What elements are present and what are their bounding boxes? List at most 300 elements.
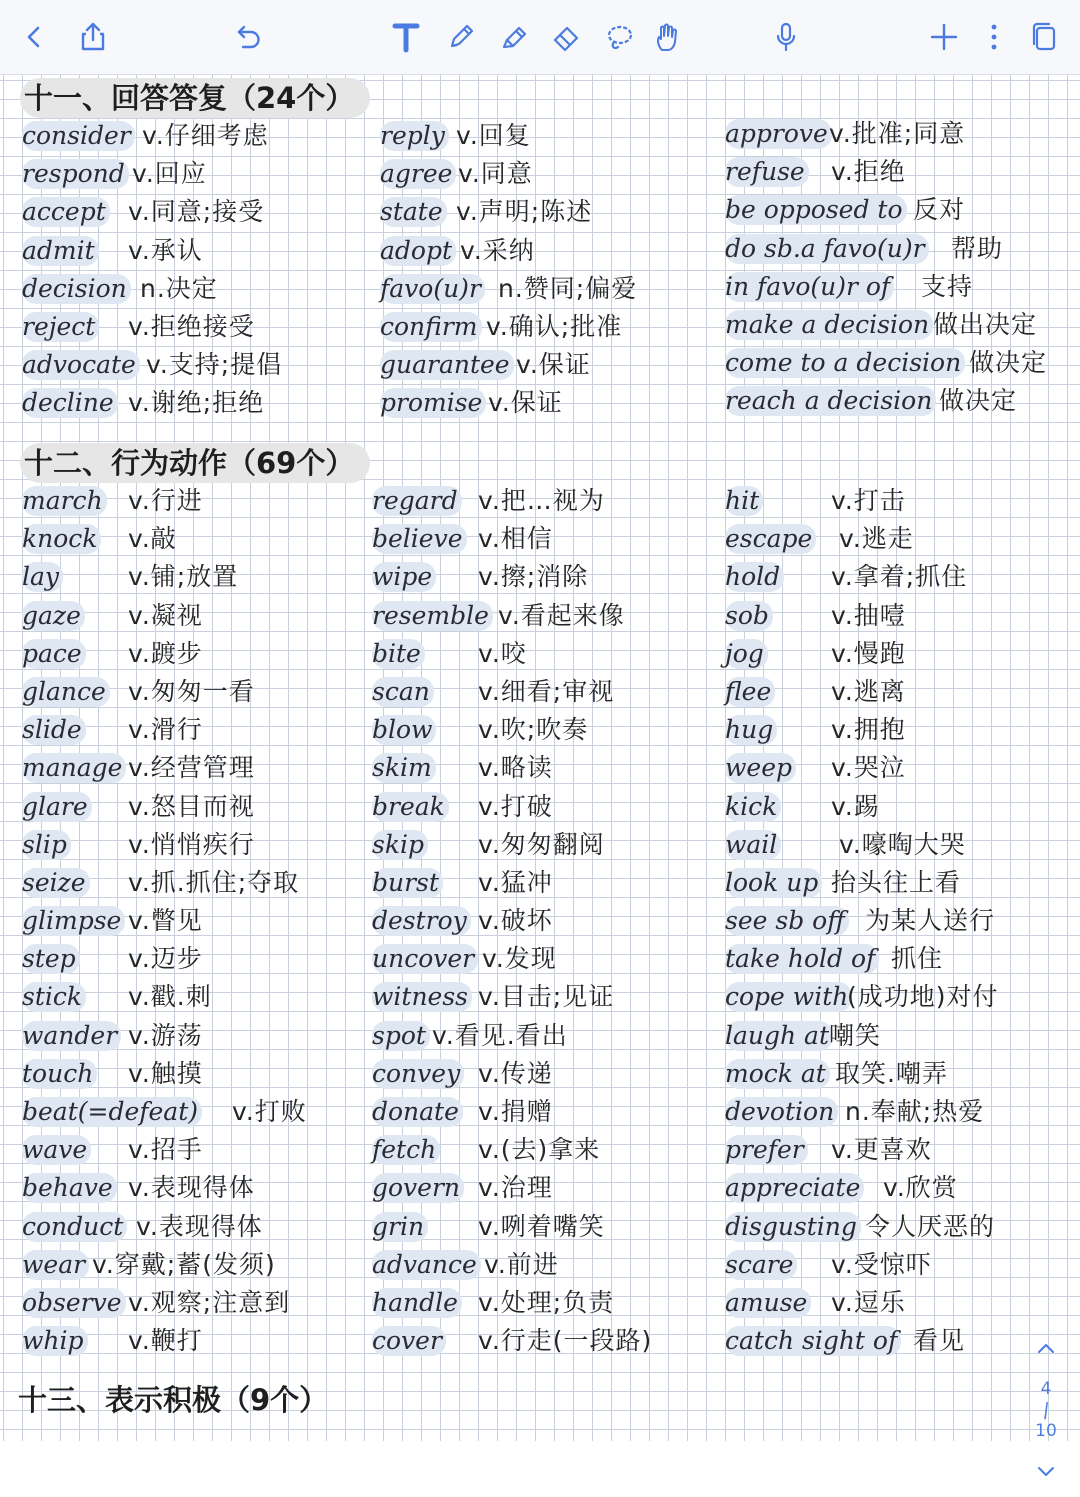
chinese-meaning: v.(去)拿来 bbox=[478, 1135, 601, 1165]
vocab-entry bbox=[725, 1133, 1075, 1171]
text-tool-icon[interactable] bbox=[386, 17, 426, 57]
vocab-entry bbox=[372, 904, 722, 942]
vocab-entry bbox=[380, 310, 730, 348]
vocab-entry bbox=[725, 637, 1075, 675]
chinese-meaning: v.传递 bbox=[478, 1058, 553, 1088]
english-term: cope with bbox=[725, 982, 852, 1012]
chinese-meaning: v.嚎啕大哭 bbox=[839, 829, 966, 859]
english-term: adopt bbox=[380, 236, 456, 266]
chinese-meaning: v.招手 bbox=[128, 1135, 203, 1165]
vocab-entry bbox=[725, 270, 1075, 308]
eraser-icon[interactable] bbox=[546, 17, 586, 57]
chinese-meaning: v.批准;同意 bbox=[829, 119, 966, 148]
english-term: catch sight of bbox=[725, 1326, 901, 1356]
page-up-icon[interactable] bbox=[1034, 1337, 1058, 1361]
chinese-meaning: v.打击 bbox=[831, 486, 906, 515]
chinese-meaning: v.确认;批准 bbox=[486, 311, 623, 341]
chinese-meaning: v.擦;消除 bbox=[478, 562, 589, 592]
chinese-meaning: v.仔细考虑 bbox=[142, 121, 269, 150]
chinese-meaning: v.治理 bbox=[478, 1173, 553, 1203]
vocab-entry bbox=[22, 828, 372, 866]
english-term: accept bbox=[22, 197, 110, 227]
vocab-entry bbox=[725, 828, 1075, 866]
section-11-column-3 bbox=[725, 117, 1075, 423]
chinese-meaning: v.欣赏 bbox=[883, 1173, 958, 1203]
chinese-meaning: 抬头往上看 bbox=[831, 867, 962, 897]
chinese-meaning: 做决定 bbox=[969, 348, 1048, 378]
english-term: convey bbox=[372, 1059, 464, 1089]
chinese-meaning: v.同意;接受 bbox=[128, 197, 265, 227]
chinese-meaning: v.承认 bbox=[128, 235, 203, 265]
chinese-meaning: 嘲笑 bbox=[829, 1020, 882, 1050]
vocab-entry bbox=[22, 386, 372, 424]
chinese-meaning: v.哭泣 bbox=[831, 753, 906, 783]
english-term: pace bbox=[22, 639, 86, 669]
vocab-entry bbox=[372, 1133, 722, 1171]
vocab-entry bbox=[380, 348, 730, 386]
chinese-meaning: 支持 bbox=[921, 271, 974, 301]
vocab-entry bbox=[372, 1286, 722, 1324]
page-indicator bbox=[1026, 1337, 1066, 1497]
chinese-meaning: v.悄悄疾行 bbox=[128, 829, 255, 859]
vocab-entry bbox=[22, 1248, 372, 1286]
vocab-entry bbox=[22, 1057, 372, 1095]
chinese-meaning: v.逗乐 bbox=[831, 1287, 906, 1317]
vocab-entry bbox=[372, 484, 722, 522]
english-term: scan bbox=[372, 677, 434, 707]
english-term: appreciate bbox=[725, 1173, 864, 1203]
chinese-meaning: v.细看;审视 bbox=[478, 676, 615, 706]
english-term: reply bbox=[380, 121, 449, 151]
chinese-meaning: v.凝视 bbox=[128, 600, 203, 630]
english-term: advocate bbox=[22, 350, 140, 380]
vocab-entry bbox=[372, 942, 722, 980]
english-term: do sb.a favo(u)r bbox=[725, 234, 929, 264]
english-term: wave bbox=[22, 1135, 91, 1165]
vocab-entry bbox=[372, 866, 722, 904]
chinese-meaning: v.回应 bbox=[132, 159, 207, 189]
vocab-entry bbox=[725, 1171, 1075, 1209]
chinese-meaning: v.鞭打 bbox=[128, 1326, 203, 1356]
chinese-meaning: v.拒绝接受 bbox=[128, 311, 255, 341]
chinese-meaning: v.慢跑 bbox=[831, 638, 906, 668]
hand-icon[interactable] bbox=[648, 17, 688, 57]
vocab-entry bbox=[22, 522, 372, 560]
vocab-entry bbox=[725, 790, 1075, 828]
total-page-count: 10 bbox=[1035, 1421, 1057, 1441]
english-term: glimpse bbox=[22, 906, 125, 936]
vocab-entry bbox=[725, 675, 1075, 713]
section-heading-11: 十一、回答答复（24个） bbox=[20, 78, 370, 118]
english-term: slip bbox=[22, 830, 71, 860]
pages-icon[interactable] bbox=[1024, 17, 1064, 57]
chinese-meaning: 取笑.嘲弄 bbox=[835, 1058, 948, 1088]
chinese-meaning: v.前进 bbox=[484, 1249, 559, 1279]
pen-icon[interactable] bbox=[441, 17, 481, 57]
vocab-entry bbox=[22, 1095, 372, 1133]
chinese-meaning: v.看见.看出 bbox=[432, 1020, 568, 1050]
vocab-entry bbox=[380, 234, 730, 272]
english-term: prefer bbox=[725, 1135, 808, 1165]
english-term: jog bbox=[725, 639, 768, 669]
chinese-meaning: 做出决定 bbox=[933, 309, 1038, 339]
chinese-meaning: v.捐赠 bbox=[478, 1097, 553, 1126]
chinese-meaning: v.匆匆翻阅 bbox=[478, 829, 605, 859]
vocab-entry bbox=[372, 1095, 722, 1133]
english-term: take hold of bbox=[725, 944, 879, 974]
vocab-entry bbox=[725, 308, 1075, 346]
chinese-meaning: 为某人送行 bbox=[865, 906, 996, 936]
chinese-meaning: v.敲 bbox=[128, 524, 177, 554]
english-term: be opposed to bbox=[725, 195, 907, 225]
english-term: knock bbox=[22, 524, 101, 554]
vocab-entry bbox=[22, 675, 372, 713]
chinese-meaning: v.拿着;抓住 bbox=[831, 562, 968, 592]
chinese-meaning: v.保证 bbox=[488, 388, 563, 418]
english-term: confirm bbox=[380, 312, 482, 342]
chinese-meaning: v.踢 bbox=[831, 791, 880, 821]
vocab-entry bbox=[372, 1248, 722, 1286]
english-term: mock at bbox=[725, 1059, 830, 1089]
chinese-meaning: (成功地)对付 bbox=[847, 982, 999, 1012]
chinese-meaning: v.发现 bbox=[482, 944, 557, 974]
english-term: kick bbox=[725, 792, 781, 822]
chinese-meaning: n.奉献;热爱 bbox=[845, 1097, 985, 1126]
vocab-entry bbox=[725, 522, 1075, 560]
chinese-meaning: v.回复 bbox=[456, 121, 531, 150]
english-term: in favo(u)r of bbox=[725, 272, 894, 302]
vocab-entry bbox=[372, 980, 722, 1018]
english-term: guarantee bbox=[380, 350, 514, 380]
vocab-entry bbox=[725, 232, 1075, 270]
chinese-meaning: n.决定 bbox=[140, 273, 218, 303]
vocab-entry bbox=[372, 522, 722, 560]
vocab-entry bbox=[372, 1210, 722, 1248]
chinese-meaning: v.匆匆一看 bbox=[128, 676, 255, 706]
chinese-meaning: v.谢绝;拒绝 bbox=[128, 388, 265, 418]
vocab-entry bbox=[22, 713, 372, 751]
chinese-meaning: v.拥抱 bbox=[831, 715, 906, 745]
vocab-entry bbox=[22, 637, 372, 675]
chinese-meaning: v.支持;提倡 bbox=[146, 350, 283, 380]
vocab-entry bbox=[22, 790, 372, 828]
english-term: agree bbox=[380, 159, 456, 189]
english-term: devotion bbox=[725, 1097, 838, 1127]
vocab-entry bbox=[22, 599, 372, 637]
undo-icon[interactable] bbox=[229, 17, 269, 57]
english-term: govern bbox=[372, 1173, 464, 1203]
vocab-entry bbox=[725, 560, 1075, 598]
chinese-meaning: v.表现得体 bbox=[136, 1211, 263, 1241]
vocab-entry bbox=[22, 119, 372, 157]
chinese-meaning: v.处理;负责 bbox=[478, 1287, 615, 1317]
english-term: step bbox=[22, 944, 80, 974]
english-term: glance bbox=[22, 677, 110, 707]
vocab-entry bbox=[372, 599, 722, 637]
vocab-entry bbox=[22, 484, 372, 522]
vocab-entry bbox=[725, 1286, 1075, 1324]
english-term: wipe bbox=[372, 562, 436, 592]
english-term: grin bbox=[372, 1212, 428, 1242]
english-term: skip bbox=[372, 830, 428, 860]
vocab-entry bbox=[725, 1095, 1075, 1133]
vocab-entry bbox=[725, 980, 1075, 1018]
english-term: reach a decision bbox=[725, 386, 936, 416]
vocab-entry bbox=[22, 272, 372, 310]
vocab-entry bbox=[22, 980, 372, 1018]
chinese-meaning: v.受惊吓 bbox=[831, 1249, 932, 1279]
vocab-entry bbox=[380, 157, 730, 195]
vocab-entry bbox=[22, 234, 372, 272]
english-term: skim bbox=[372, 753, 436, 783]
english-term: lay bbox=[22, 562, 63, 592]
vocab-entry bbox=[725, 942, 1075, 980]
english-term: uncover bbox=[372, 944, 478, 974]
more-icon[interactable] bbox=[974, 17, 1014, 57]
chinese-meaning: v.看起来像 bbox=[498, 600, 625, 630]
chinese-meaning: 反对 bbox=[913, 195, 966, 225]
english-term: blow bbox=[372, 715, 436, 745]
chinese-meaning: v.同意 bbox=[458, 159, 533, 189]
vocab-entry bbox=[725, 484, 1075, 522]
vocab-entry bbox=[725, 751, 1075, 789]
page-down-icon[interactable] bbox=[1034, 1459, 1058, 1483]
vocab-entry bbox=[22, 904, 372, 942]
vocab-entry bbox=[22, 157, 372, 195]
chinese-meaning: 看见 bbox=[913, 1326, 966, 1356]
english-term: glare bbox=[22, 792, 92, 822]
vocab-entry bbox=[372, 828, 722, 866]
vocab-entry bbox=[22, 560, 372, 598]
vocab-entry bbox=[380, 119, 730, 157]
english-term: respond bbox=[22, 159, 129, 189]
section-11-column-1 bbox=[22, 119, 372, 425]
chinese-meaning: v.咧着嘴笑 bbox=[478, 1211, 605, 1241]
microphone-icon[interactable] bbox=[766, 17, 806, 57]
chinese-meaning: v.拒绝 bbox=[831, 157, 906, 187]
section-12-column-3 bbox=[725, 484, 1075, 1362]
english-term: conduct bbox=[22, 1212, 127, 1242]
english-term: refuse bbox=[725, 157, 809, 187]
vocab-entry bbox=[725, 1324, 1075, 1362]
vocab-entry bbox=[22, 1171, 372, 1209]
vocab-entry bbox=[725, 599, 1075, 637]
page-separator: / bbox=[1040, 1397, 1052, 1423]
english-term: seize bbox=[22, 868, 90, 898]
english-term: disgusting bbox=[725, 1212, 861, 1242]
chinese-meaning: v.滑行 bbox=[128, 715, 203, 745]
english-term: admit bbox=[22, 236, 99, 266]
vocab-entry bbox=[725, 1019, 1075, 1057]
chinese-meaning: v.表现得体 bbox=[128, 1173, 255, 1203]
english-term: favo(u)r bbox=[380, 274, 485, 304]
vocab-entry bbox=[725, 193, 1075, 231]
chinese-meaning: v.更喜欢 bbox=[831, 1135, 932, 1165]
chinese-meaning: v.戳.刺 bbox=[128, 982, 212, 1012]
vocab-entry bbox=[372, 1324, 722, 1362]
chinese-meaning: v.怒目而视 bbox=[128, 791, 255, 821]
vocab-entry bbox=[22, 1286, 372, 1324]
chinese-meaning: v.穿戴;蓄(发须) bbox=[92, 1249, 276, 1279]
vocab-entry bbox=[372, 1171, 722, 1209]
vocab-entry bbox=[380, 272, 730, 310]
vocab-entry bbox=[725, 1248, 1075, 1286]
vocab-entry bbox=[372, 713, 722, 751]
section-12-column-1 bbox=[22, 484, 372, 1362]
chinese-meaning: v.把…视为 bbox=[478, 486, 605, 515]
vocab-entry bbox=[380, 386, 730, 424]
vocab-entry bbox=[22, 310, 372, 348]
english-term: behave bbox=[22, 1173, 117, 1203]
english-term: cover bbox=[372, 1326, 446, 1356]
chinese-meaning: v.迈步 bbox=[128, 944, 203, 974]
chinese-meaning: v.目击;见证 bbox=[478, 982, 615, 1012]
english-term: resemble bbox=[372, 601, 493, 631]
add-icon[interactable] bbox=[924, 17, 964, 57]
english-term: wail bbox=[725, 830, 781, 860]
chinese-meaning: 抓住 bbox=[891, 944, 944, 974]
english-term: touch bbox=[22, 1059, 97, 1089]
english-term: consider bbox=[22, 121, 135, 151]
current-page-number: 4 bbox=[1040, 1379, 1052, 1399]
english-term: hold bbox=[725, 562, 784, 592]
english-term: approve bbox=[725, 119, 832, 149]
chinese-meaning: v.踱步 bbox=[128, 638, 203, 668]
english-term: march bbox=[22, 486, 107, 516]
chinese-meaning: v.游荡 bbox=[128, 1020, 203, 1050]
english-term: scare bbox=[725, 1250, 797, 1280]
vocab-entry bbox=[725, 1210, 1075, 1248]
vocab-entry bbox=[22, 751, 372, 789]
english-term: spot bbox=[372, 1021, 430, 1051]
english-term: make a decision bbox=[725, 310, 933, 340]
notebook-page[interactable] bbox=[0, 75, 1080, 1441]
chinese-meaning: v.咬 bbox=[478, 638, 527, 668]
english-term: laugh at bbox=[725, 1021, 833, 1051]
section-11-column-2 bbox=[380, 119, 730, 425]
english-term: weep bbox=[725, 753, 796, 783]
chinese-meaning: v.保证 bbox=[516, 350, 591, 380]
english-term: believe bbox=[372, 524, 467, 554]
english-term: advance bbox=[372, 1250, 481, 1280]
vocab-entry bbox=[725, 384, 1075, 422]
vocab-entry bbox=[725, 1057, 1075, 1095]
english-term: hit bbox=[725, 486, 763, 516]
english-term: sob bbox=[725, 601, 773, 631]
chinese-meaning: v.行走(一段路) bbox=[478, 1326, 653, 1356]
vocab-entry bbox=[22, 1019, 372, 1057]
share-icon[interactable] bbox=[73, 17, 113, 57]
english-term: come to a decision bbox=[725, 348, 965, 378]
english-term: decline bbox=[22, 388, 118, 418]
vocab-entry bbox=[22, 348, 372, 386]
chinese-meaning: n.赞同;偏爱 bbox=[498, 273, 638, 303]
english-term: handle bbox=[372, 1288, 462, 1318]
vocab-entry bbox=[22, 1210, 372, 1248]
english-term: wander bbox=[22, 1021, 121, 1051]
english-term: amuse bbox=[725, 1288, 811, 1318]
vocab-entry bbox=[372, 751, 722, 789]
vocab-entry bbox=[372, 560, 722, 598]
vocab-entry bbox=[372, 1057, 722, 1095]
back-icon[interactable] bbox=[14, 17, 54, 57]
chinese-meaning: v.猛冲 bbox=[478, 867, 553, 897]
english-term: reject bbox=[22, 312, 99, 342]
chinese-meaning: v.略读 bbox=[478, 753, 553, 783]
chinese-meaning: v.观察;注意到 bbox=[128, 1287, 291, 1317]
vocab-entry bbox=[725, 904, 1075, 942]
english-term: fetch bbox=[372, 1135, 440, 1165]
chinese-meaning: v.破坏 bbox=[478, 906, 553, 936]
english-term: see sb off bbox=[725, 906, 849, 936]
chinese-meaning: 帮助 bbox=[951, 233, 1004, 263]
vocab-entry bbox=[725, 713, 1075, 751]
chinese-meaning: v.逃走 bbox=[839, 524, 914, 554]
toolbar bbox=[0, 0, 1080, 75]
highlighter-icon[interactable] bbox=[494, 17, 534, 57]
chinese-meaning: v.打破 bbox=[478, 791, 553, 821]
section-12-column-2 bbox=[372, 484, 722, 1362]
english-term: look up bbox=[725, 868, 822, 898]
vocab-entry bbox=[725, 346, 1075, 384]
english-term: gaze bbox=[22, 601, 85, 631]
english-term: manage bbox=[22, 753, 126, 783]
vocab-entry bbox=[725, 866, 1075, 904]
chinese-meaning: 做决定 bbox=[939, 386, 1018, 416]
english-term: state bbox=[380, 197, 447, 227]
english-term: witness bbox=[372, 982, 472, 1012]
lasso-icon[interactable] bbox=[599, 17, 639, 57]
english-term: break bbox=[372, 792, 449, 822]
vocab-entry bbox=[380, 195, 730, 233]
vocab-entry bbox=[22, 1324, 372, 1362]
chinese-meaning: v.触摸 bbox=[128, 1058, 203, 1088]
english-term: flee bbox=[725, 677, 775, 707]
english-term: observe bbox=[22, 1288, 126, 1318]
vocab-entry bbox=[725, 117, 1075, 155]
english-term: beat(=defeat) bbox=[22, 1097, 202, 1127]
section-heading-13: 十三、表示积极（9个） bbox=[18, 1383, 329, 1417]
chinese-meaning: v.抓.抓住;夺取 bbox=[128, 867, 300, 897]
vocab-entry bbox=[22, 1133, 372, 1171]
vocab-entry bbox=[22, 866, 372, 904]
english-term: hug bbox=[725, 715, 777, 745]
english-term: bite bbox=[372, 639, 425, 669]
chinese-meaning: v.铺;放置 bbox=[128, 562, 239, 592]
english-term: donate bbox=[372, 1097, 463, 1127]
chinese-meaning: v.经营管理 bbox=[128, 753, 255, 783]
english-term: burst bbox=[372, 868, 443, 898]
chinese-meaning: v.行进 bbox=[128, 486, 203, 515]
vocab-entry bbox=[372, 1019, 722, 1057]
vocab-entry bbox=[372, 790, 722, 828]
vocab-entry bbox=[22, 942, 372, 980]
vocab-entry bbox=[372, 637, 722, 675]
chinese-meaning: 令人厌恶的 bbox=[865, 1211, 996, 1241]
chinese-meaning: v.相信 bbox=[478, 524, 553, 554]
english-term: escape bbox=[725, 524, 816, 554]
chinese-meaning: v.吹;吹奏 bbox=[478, 715, 589, 745]
english-term: destroy bbox=[372, 906, 471, 936]
english-term: whip bbox=[22, 1326, 88, 1356]
vocab-entry bbox=[725, 155, 1075, 193]
chinese-meaning: v.打败 bbox=[232, 1097, 307, 1126]
chinese-meaning: v.逃离 bbox=[831, 676, 906, 706]
chinese-meaning: v.采纳 bbox=[460, 235, 535, 265]
english-term: slide bbox=[22, 715, 86, 745]
section-heading-12: 十二、行为动作（69个） bbox=[20, 443, 370, 483]
english-term: wear bbox=[22, 1250, 89, 1280]
